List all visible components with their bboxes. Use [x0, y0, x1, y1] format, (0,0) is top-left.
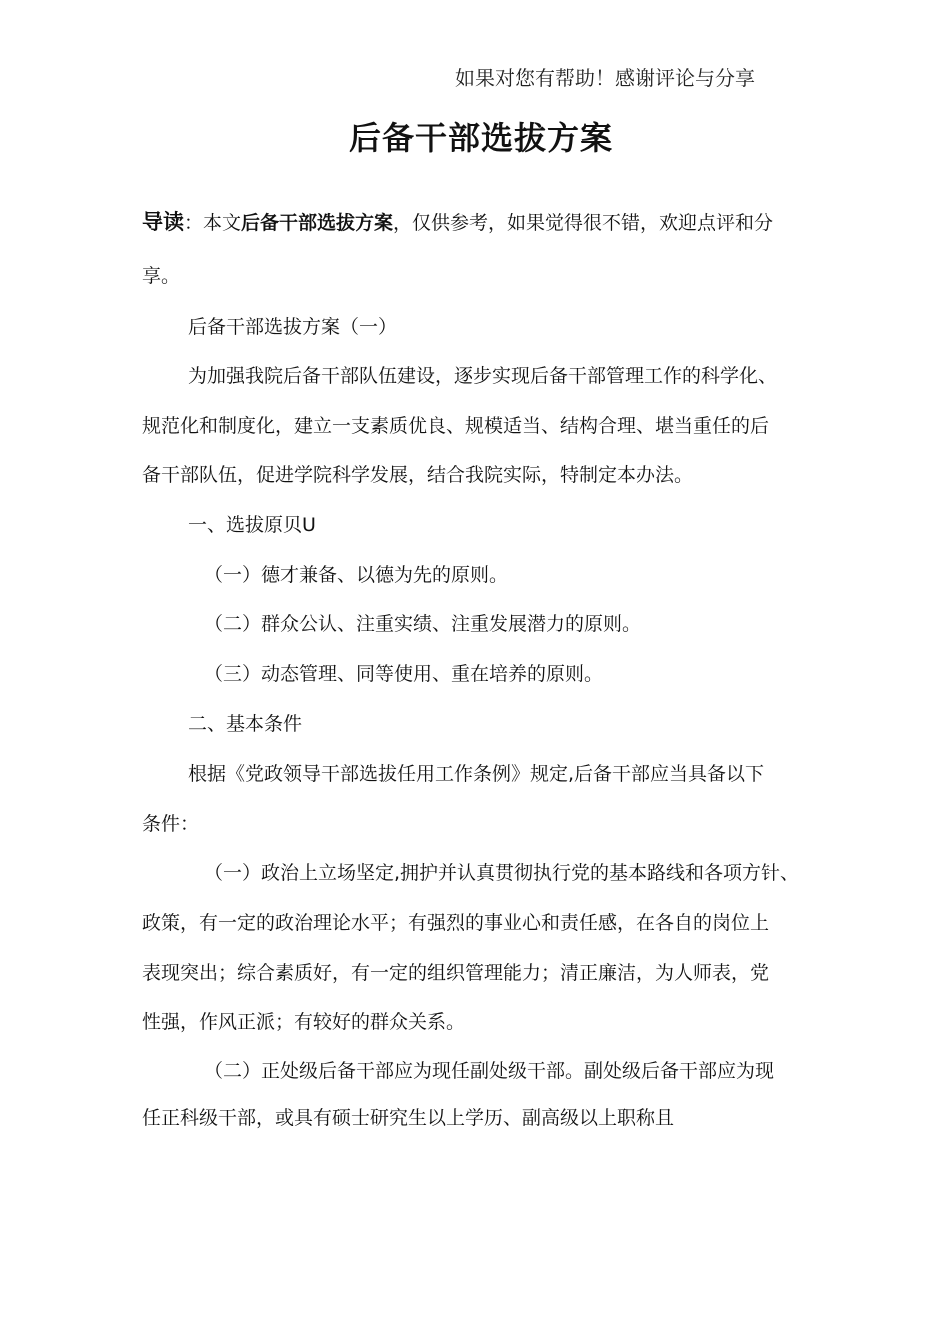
paragraph1-line-3: 备干部队伍，促进学院科学发展，结合我院实际，特制定本办法。 [142, 464, 694, 486]
page-title: 后备干部选拔方案 [348, 119, 613, 157]
paragraph1-line-1: 为加强我院后备干部队伍建设，逐步实现后备干部管理工作的科学化、 [188, 365, 778, 387]
condition1-line-1: （一）政治上立场坚定,拥护并认真贯彻执行党的基本路线和各项方针、 [204, 862, 800, 884]
principle-item-1: （一）德才兼备、以德为先的原则。 [204, 564, 509, 586]
paragraph2-line-2: 条件： [142, 813, 200, 835]
paragraph1-line-2: 规范化和制度化，建立一支素质优良、规模适当、结构合理、堪当重任的后 [142, 415, 770, 437]
principle-item-2: （二）群众公认、注重实绩、注重发展潜力的原则。 [204, 613, 642, 635]
principle-item-3: （三）动态管理、同等使用、重在培养的原则。 [204, 663, 604, 685]
intro-line-1 [142, 210, 773, 235]
heading-conditions: 二、基本条件 [188, 713, 303, 735]
intro-rest: ，仅供参考，如果觉得很不错，欢迎点评和分 [393, 212, 774, 234]
intro-label: 导读 [142, 210, 184, 234]
intro-colon: ：本文 [184, 212, 242, 234]
condition2-line-2: 任正科级干部，或具有硕士研究生以上学历、副高级以上职称且 [142, 1107, 675, 1129]
condition2-line-1: （二）正处级后备干部应为现任副处级干部。副处级后备干部应为现 [204, 1060, 775, 1082]
paragraph2-line-1: 根据《党政领导干部选拔任用工作条例》规定,后备干部应当具备以下 [188, 763, 765, 785]
intro-line-2: 享。 [142, 265, 181, 287]
condition1-line-2: 政策，有一定的政治理论水平；有强烈的事业心和责任感，在各自的岗位上 [142, 912, 770, 934]
condition1-line-3: 表现突出；综合素质好，有一定的组织管理能力；清正廉洁，为人师表，党 [142, 962, 770, 984]
condition1-line-4: 性强，作风正派；有较好的群众关系。 [142, 1011, 466, 1033]
section-title: 后备干部选拔方案（一） [188, 316, 398, 338]
header-note: 如果对您有帮助！感谢评论与分享 [455, 66, 755, 90]
intro-doc-name: 后备干部选拔方案 [241, 212, 394, 234]
heading-principles: 一、选拔原贝U [188, 514, 316, 536]
